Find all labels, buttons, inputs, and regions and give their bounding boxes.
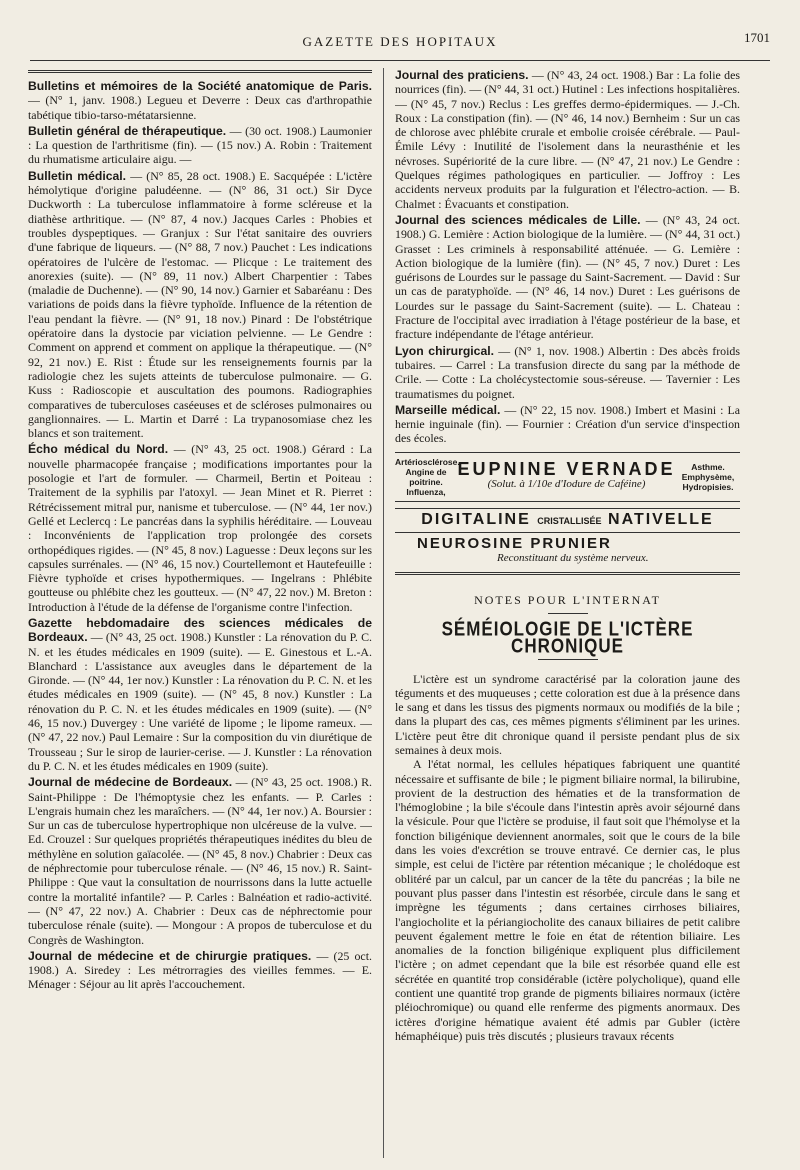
ad-product — [457, 459, 676, 491]
page-number: 1701 — [744, 30, 770, 45]
digitaline-advertisement — [395, 508, 740, 533]
entry-text: — (N° 1, janv. 1908.) Legueu et Deverre : Deux cas d'arthropathie tabétique tibio-tarso-métatarsienne. — [28, 93, 372, 122]
ad-product-name: DIGITALINE — [421, 510, 531, 528]
entry-text: — (N° 43, 24 oct. 1908.) Bar : La folie des nourrices (fin). — (N° 44, 31 oct.) Hutinel : Les infections hospitalières. — (N° 45, 7 nov.) Reclus : Les greffes dermo-épidermiques. — J.-Ch. Roux : La constipation (fin). — (N° 46, 14 nov.) Bernheim : Sur un cas de chlorose avec phlébite crurale et embolie croisée cérébrale. — Paul-Émile Lévy : Inutilité de l'isolement dans la neurasthénie et les névroses. Supériorité de la cure libre. — (N° 47, 21 nov.) Le Gendre : Quelques régimes pathologiques en particulier. — Joffroy : Les accidents nerveux produits par la fulguration et l'électro-action. — B. Chalmet : Évacuants et constipation. — [395, 68, 740, 211]
entry-text: — (N° 43, 25 oct. 1908.) R. Saint-Philippe : De l'hémoptysie chez les enfants. — P. Carles : L'engrais humain chez les maraîchers. — (N° 44, 1er nov.) A. Boursier : Sur un cas de tuberculose hypertrophique non ulcéreuse de la vulve. — Ed. Crouzel : Sur quelques propriétés thérapeutiques inédites du bleu de méthylène en solution gaïacolée. — (N° 45, 8 nov.) Chabrier : Deux cas de néphrectomie pour tuberculose rénale. — (N° 46, 15 nov.) R. Saint-Philippe : Que vaut la consultation de nourrissons dans la lutte actuelle contre la mortalité infantile? — P. Carles : Balnéation et radio-activité. — (N° 47, 22 nov.) A. Chabrier : Deux cas de néphrectomie pour tuberculose rénale (suite). — Mongour : A propos de tuberculose et du Congrès de Washington. — [28, 775, 372, 947]
page-header — [30, 30, 770, 56]
eupnine-advertisement — [395, 452, 740, 502]
entry-text: — (N° 22, 15 nov. 1908.) Imbert et Masini : La hernie inguinale (fin). — Fournier : Création d'un service d'inspection des écoles. — [395, 402, 740, 446]
ad-indications-left: Artériosclérose. Angine de poitrine. Influenza, — [395, 456, 460, 497]
ad-product-formula: (Solut. à 1/10e d'Iodure de Caféine) — [487, 477, 646, 490]
entry-text: — (30 oct. 1908.) Laumonier : La question de l'arthritisme (fin). — (15 nov.) A. Robin : Traitement du rhumatisme articulaire aigu. — — [28, 123, 372, 167]
title-rule — [538, 659, 598, 660]
journal-name: Gazette hebdomadaire des sciences médicales de Bordeaux. — [28, 615, 372, 645]
bibliography-entry — [28, 616, 372, 773]
journal-name: Marseille médical. — [395, 402, 501, 417]
bibliography-entry — [395, 213, 740, 342]
journal-name: Bulletin général de thérapeutique. — [28, 123, 227, 138]
bibliography-entry — [395, 344, 740, 401]
journal-name: Journal de médecine et de chirurgie pratiques. — [28, 948, 312, 963]
section-heading: NOTES POUR L'INTERNAT — [474, 592, 661, 607]
entry-text: — (N° 43, 25 oct. 1908.) Kunstler : La rénovation du P. C. N. et les études médicales en 1909 (suite). — E. Ginestous et L.-A. Blanchard : L'assistance aux aveugles dans le département de la Gironde. — (N° 44, 1er nov.) Kunstler : La rénovation du P. C. N. et les études médicales en 1909 (suite). — (N° 45, 8 nov.) Kunstler : La rénovation du P. C. N. et les études médicales en 1909 (suite). — (N° 46, 15 nov.) Duvergey : Une variété de lipome ; le lipome rameux. — (N° 47, 22 nov.) Paul Lemaire : Sur la composition du vin diurétique de Trousseau ; Sur le sirop de laurier-cerise. — J. Kunstler : La rénovation du P. C. N. et les études médicales en 1909 (suite). — [28, 630, 372, 773]
article-title: SÉMÉIOLOGIE DE L'ICTÈRE CHRONIQUE — [441, 617, 694, 658]
ad-product-name: EUPNINE VERNADE — [457, 459, 676, 480]
entry-text: — (N° 1, nov. 1908.) Albertin : Des abcès froids tubaires. — Carrel : La transfusion directe du sang par la méthode de Crile. — Cotte : La cholécystectomie sous-séreuse. — Tavernier : Les traumatismes du poignet. — [395, 343, 740, 401]
article-paragraph: L'ictère est un syndrome caractérisé par la coloration jaune des téguments et des muqueuses ; cette coloration est due à la présence dans le sang et dans les tissus des pigments normaux ou modifiés de la bile ; dans la plupart des cas, ces mêmes pigments s'éliminent par les urines. L'ictère peut être dit chronique quand il persiste pendant plus de six semaines à deux mois. — [395, 671, 740, 757]
right-column — [395, 68, 740, 1163]
ad-product-name: NEUROSINE PRUNIER — [417, 535, 612, 553]
bibliography-entry — [28, 169, 372, 441]
journal-name: Journal des sciences médicales de Lille. — [395, 212, 641, 227]
journal-name: Journal des praticiens. — [395, 68, 529, 82]
neurosine-advertisement — [395, 537, 740, 566]
bibliography-entry — [28, 124, 372, 167]
ad-product-brand: NATIVELLE — [608, 510, 714, 528]
ad-indications-right: Asthme. Emphysème, Hydropisies. — [681, 461, 735, 492]
bibliography-entry — [395, 403, 740, 446]
bibliography-entry — [395, 68, 740, 211]
journal-name: Bulletins et mémoires de la Société anatomique de Paris. — [28, 79, 372, 93]
ad-product-tagline: Reconstituant du système nerveux. — [497, 552, 649, 565]
bibliography-entry — [28, 775, 372, 947]
journal-name: Journal de médecine de Bordeaux. — [28, 775, 233, 790]
article-paragraph: A l'état normal, les cellules hépatiques fabriquent une quantité nécessaire et suffisante de bile ; le pigment biliaire normal, la bilirubine, provient de la destruction des hématies et de la transformation de l'hémoglobine ; la bile s'écoule dans l'intestin après avoir séjourné dans la vésicule. Pour que l'ictère se produise, il faut soit que l'hémolyse et la fonction biligénique deviennent anormales, soit que le cours de la bile dans les voies d'excrétion se trouve entravé. Ce dernier cas, le plus simple, est celui de l'ictère par rétention mécanique ; le cholédoque est oblitéré par un calcul, par un cancer de la tête du pancréas ; la bile ne pouvant plus passer dans l'intestin est résorbée, circule dans le sang et imprègne les téguments ; dans certaines cirrhoses biliaires, l'angiocholite et la périangiocholite des canaux biliaires de petit calibre peuvent également mettre le foie en état de rétention biliaire. Les anomalies de la fonction biligénique expliquent plus difficilement l'ictère ; on admet cependant que la bile est résorbée quand elle est sécrétée en quantité trop considérable (ictère polycholique), quand elle contient une quantité trop grande de pigments biliaires normaux (ictère pléiochromique) ou quand elle renferme des pigments anormaux. Des ictères d'origine hématique avaient été admis par Gubler (ictère hémaphéique) puis très discutés ; plusieurs travaux récents — [395, 757, 740, 1043]
double-rule — [28, 70, 372, 73]
bibliography-entry — [28, 949, 372, 992]
header-rule — [30, 60, 770, 61]
entry-text: — (25 oct. 1908.) A. Siredey : Les métrorragies des vieilles femmes. — E. Ménager : Séjour au lit après l'accouchement. — [28, 948, 372, 992]
ad-product-qualifier: CRISTALLISÉE — [537, 515, 602, 526]
journal-name: Écho médical du Nord. — [28, 442, 169, 457]
entry-text: — (N° 85, 28 oct. 1908.) E. Sacquépée : L'ictère hémolytique d'origine paludéenne. — (N° 86, 31 oct.) Sir Dyce Duckworth : La tuberculose inflammatoire à forme scléreuse et la diathèse arthritique. — (N° 87, 4 nov.) Jacques Carles : Phobies et troubles dyspeptiques. — Granjux : Sur l'état sanitaire des ouvriers d'une fabrique de liqueurs. — (N° 88, 7 nov.) Pauchet : Les indications opératoires de l'ulcère de l'estomac. — Plicque : Le traitement des anorexies (suite). — (N° 89, 11 nov.) Albert Charpentier : Tabes (maladie de Duchenne). — (N° 90, 14 nov.) Garnier et Sabaréanu : Des variations de poids dans la fièvre typhoïde. Influence de la rétention de l'eau pendant la fièvre. — (N° 91, 18 nov.) Pinard : De l'obstétrique opératoire dans la dystocie par viciation pelvienne. — Le Gendre : Comment on apprend et comment on applique la thérapeutique. — (N° 92, 21 nov.) E. Rist : Étude sur les renseignements fournis par la radiologie chez les sujets atteints de tuberculose pulmonaire. — G. Kuss : Radioscopie et auscultation des poumons. Radiographies comparatives de tuberculoses caséeuses et de scléroses pulmonaires ou ganglionnaires. — L. Martin et Darré : La trypanosomiase chez les blancs et son traitement. — [28, 168, 372, 441]
entry-text: — (N° 43, 24 oct. 1908.) G. Lemière : Action biologique de la lumière. — (N° 44, 31 oct.) Grasset : Les criminels à responsabilité atténuée. — G. Lemière : Action biologique de la lumière (fin). — (N° 45, 7 nov.) Duret : Les guérisons de Lourdes sur le passage du Saint-Sacrement. — David : Sur un cas de paratyphoïde. — (N° 46, 14 nov.) Duret : Les guérisons de Lourdes sur le passage du Saint-Sacrement (suite). — L. Chateau : Fracture de l'occipital avec irradiation à l'étage postérieur de la base, et fracture indépendante de l'étage antérieur. — [395, 212, 740, 342]
left-column — [28, 68, 372, 1163]
entry-text: — (N° 43, 25 oct. 1908.) Gérard : La nouvelle pharmacopée française ; modifications importantes pour la posologie et l'art de formuler. — Charmeil, Bertin et Poiteau : Traitement de la syphilis par l'atoxyl. — Jean Minet et R. Pierret : Rétrécissement mitral pur, nanisme et tuberculose. — (N° 44, 1er nov.) Gellé et Leclercq : Le pancréas dans la syphilis héréditaire. — Louveau : Inconvénients de l'application trop prolongée des corsets orthopédiques rigides. — (N° 45, 8 nov.) Laguesse : Deux leçons sur les capsules surrénales. — (N° 46, 15 nov.) Courtellemont et Hautefeuille : Fièvre typhoïde et crises hypothermiques. — Ingelrans : Phlébite goutteuse ou phlébite chez les goutteux. — (N° 47, 22 nov.) M. Breton : Introduction à l'étude de la défense de l'organisme contre l'infection. — [28, 442, 372, 614]
bibliography-entry — [28, 442, 372, 614]
double-rule — [395, 572, 740, 575]
section-rule — [548, 613, 588, 614]
running-title: GAZETTE DES HOPITAUX — [302, 34, 498, 49]
column-divider — [383, 68, 384, 1158]
bibliography-entry — [28, 79, 372, 122]
journal-name: Lyon chirurgical. — [395, 343, 494, 358]
journal-name: Bulletin médical. — [28, 168, 127, 183]
